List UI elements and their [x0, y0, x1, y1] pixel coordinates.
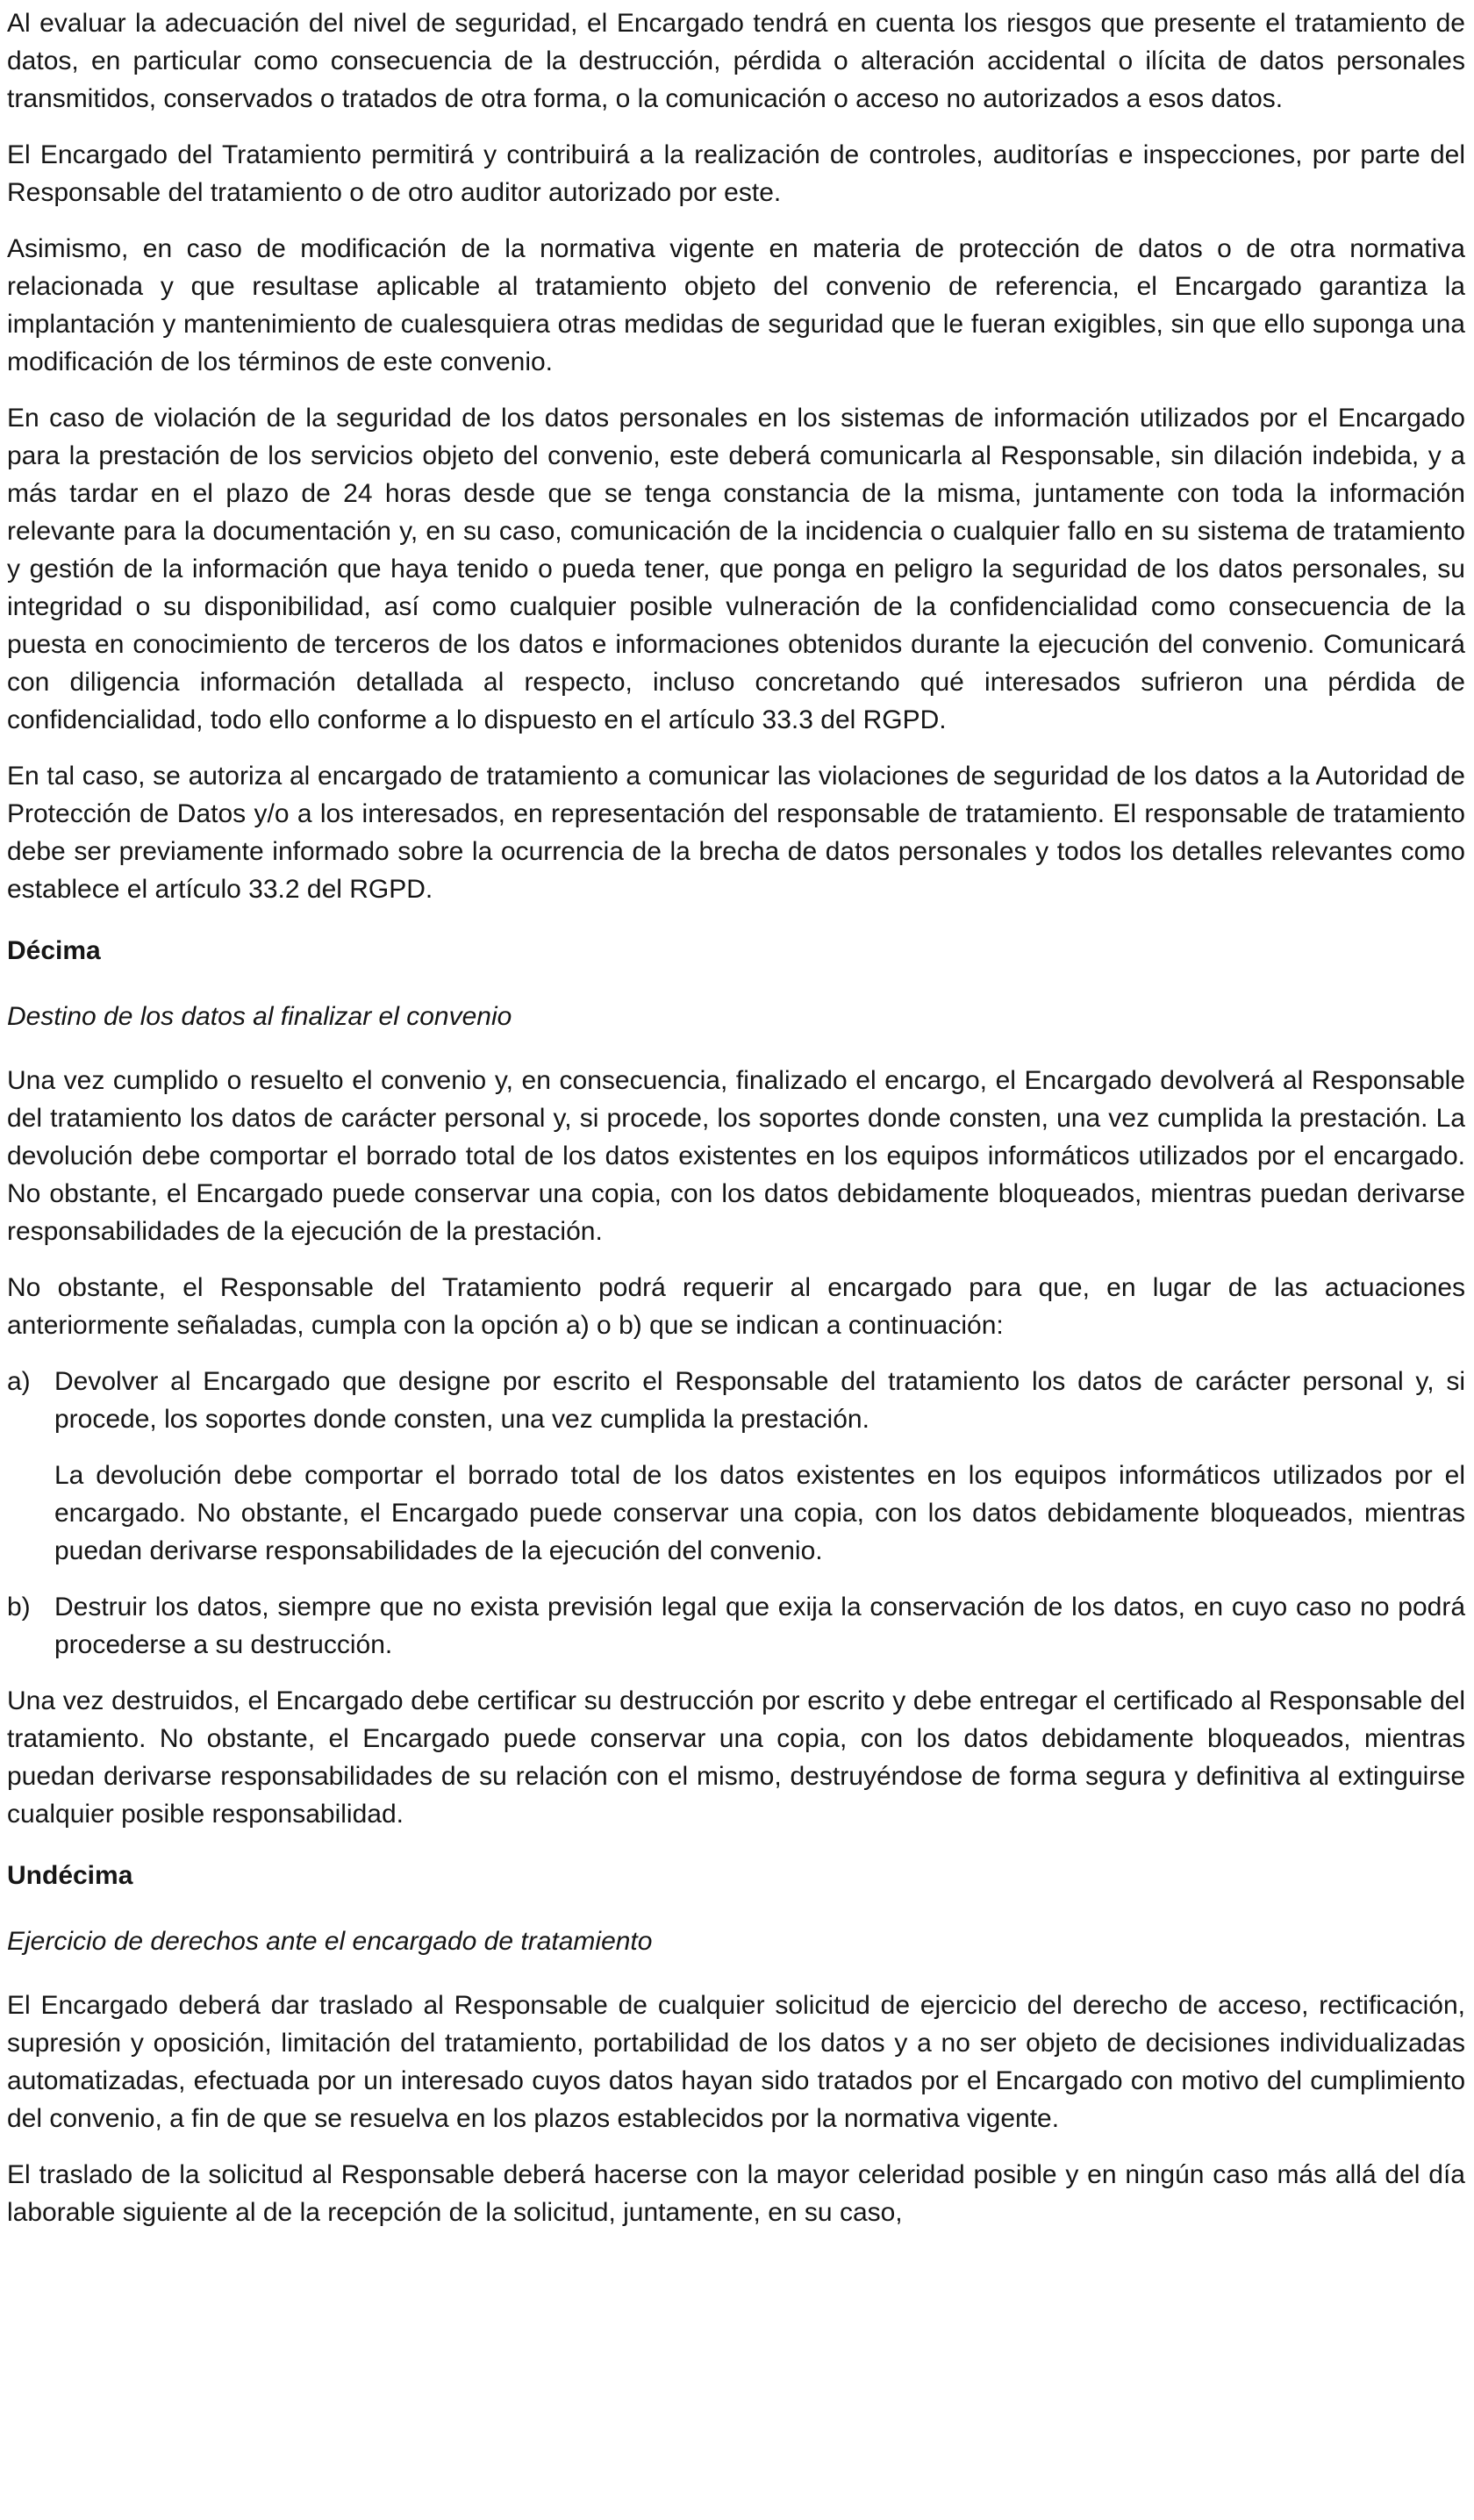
- paragraph-destruction-certificate: Una vez destruidos, el Encargado debe certificar su destrucción por escrito y debe entregar el certificado al Responsable del tratamiento. No obstante, el Encargado puede conservar una copia, con los datos debidamente bloqueados, mientras puedan derivarse responsabilidades de su relación con el mismo, destruyéndose de forma segura y definitiva al extinguirse cualquier posible responsabilidad.: [7, 1686, 1465, 1829]
- list-item-a-continuation: La devolución debe comportar el borrado total de los datos existentes en los equipos informáticos utilizados por el encargado. No obstante, el Encargado puede conservar una copia, con los datos debidamente bloqueados, mientras puedan derivarse responsabilidades de la ejecución del convenio.: [54, 1461, 1465, 1565]
- paragraph-audits: El Encargado del Tratamiento permitirá y contribuirá a la realización de controles, auditorías e inspecciones, por parte del Responsable del tratamiento o de otro auditor autorizado por este.: [7, 140, 1465, 207]
- paragraph-security-level: Al evaluar la adecuación del nivel de seguridad, el Encargado tendrá en cuenta los riesgos que presente el tratamiento de datos, en particular como consecuencia de la destrucción, pérdida o alteración accidental o ilícita de datos personales transmitidos, conservados o tratados de otra forma, o la comunicación o acceso no autorizados a esos datos.: [7, 9, 1465, 113]
- paragraph-security-breach: En caso de violación de la seguridad de los datos personales en los sistemas de información utilizados por el Encargado para la prestación de los servicios objeto del convenio, este deberá comunicarla al Responsable, sin dilación indebida, y a más tardar en el plazo de 24 horas desde que se tenga constancia de la misma, juntamente con toda la información relevante para la documentación y, en su caso, comunicación de la incidencia o cualquier fallo en su sistema de tratamiento y gestión de la información que haya tenido o pueda tener, que ponga en peligro la seguridad de los datos personales, su integridad o su disponibilidad, así como cualquier posible vulneración de la confidencialidad como consecuencia de la puesta en conocimiento de terceros de los datos e informaciones obtenidos durante la ejecución del convenio. Comunicará con diligencia información detallada al respecto, incluso concretando qué interesados sufrieron una pérdida de confidencialidad, todo ello conforme a lo dispuesto en el artículo 33.3 del RGPD.: [7, 404, 1465, 734]
- paragraph-data-return: Una vez cumplido o resuelto el convenio y, en consecuencia, finalizado el encargo, el Encargado devolverá al Responsable del tratamiento los datos de carácter personal y, si procede, los soportes donde consten, una vez cumplida la prestación. La devolución debe comportar el borrado total de los datos existentes en los equipos informáticos utilizados por el encargado. No obstante, el Encargado puede conservar una copia, con los datos debidamente bloqueados, mientras puedan derivarse responsabilidades de la ejecución de la prestación.: [7, 1066, 1465, 1246]
- paragraph-rights-requests: El Encargado deberá dar traslado al Responsable de cualquier solicitud de ejercicio del derecho de acceso, rectificación, supresión y oposición, limitación del tratamiento, portabilidad de los datos y a no ser objeto de decisiones individualizadas automatizadas, efectuada por un interesado cuyos datos hayan sido tratados por el Encargado con motivo del cumplimiento del convenio, a fin de que se resuelva en los plazos establecidos por la normativa vigente.: [7, 1991, 1465, 2133]
- section-subtitle-undecima: Ejercicio de derechos ante el encargado de tratamiento: [7, 1927, 653, 1956]
- paragraph-normative-changes: Asimismo, en caso de modificación de la normativa vigente en materia de protección de datos o de otra normativa relacionada y que resultase aplicable al tratamiento objeto del convenio de referencia, el Encargado garantiza la implantación y mantenimiento de cualesquiera otras medidas de seguridad que le fueran exigibles, sin que ello suponga una modificación de los términos de este convenio.: [7, 234, 1465, 376]
- paragraph-breach-notification-authority: En tal caso, se autoriza al encargado de tratamiento a comunicar las violaciones de seguridad de los datos a la Autoridad de Protección de Datos y/o a los interesados, en representación del responsable de tratamiento. El responsable de tratamiento debe ser previamente informado sobre la ocurrencia de la brecha de datos personales y todos los detalles relevantes como establece el artículo 33.2 del RGPD.: [7, 762, 1465, 904]
- list-item-b: [7, 1588, 1465, 1664]
- list-marker-b: b): [7, 1593, 31, 1622]
- section-heading-decima: Décima: [7, 936, 101, 965]
- list-item-a: [7, 1363, 1465, 1438]
- paragraph-request-forwarding: El traslado de la solicitud al Responsable deberá hacerse con la mayor celeridad posible y en ningún caso más allá del día laborable siguiente al de la recepción de la solicitud, juntamente, en su caso,: [7, 2160, 1465, 2227]
- list-item-a-text: Devolver al Encargado que designe por escrito el Responsable del tratamiento los datos de carácter personal y, si procede, los soportes donde consten, una vez cumplida la prestación.: [54, 1367, 1465, 1434]
- paragraph-options-intro: No obstante, el Responsable del Tratamiento podrá requerir al encargado para que, en lugar de las actuaciones anteriormente señaladas, cumpla con la opción a) o b) que se indican a continuación:: [7, 1273, 1465, 1340]
- list-marker-a: a): [7, 1367, 31, 1396]
- section-subtitle-decima: Destino de los datos al finalizar el convenio: [7, 1002, 512, 1031]
- section-heading-undecima: Undécima: [7, 1861, 133, 1890]
- list-item-b-text: Destruir los datos, siempre que no exista previsión legal que exija la conservación de los datos, en cuyo caso no podrá procederse a su destrucción.: [54, 1593, 1465, 1659]
